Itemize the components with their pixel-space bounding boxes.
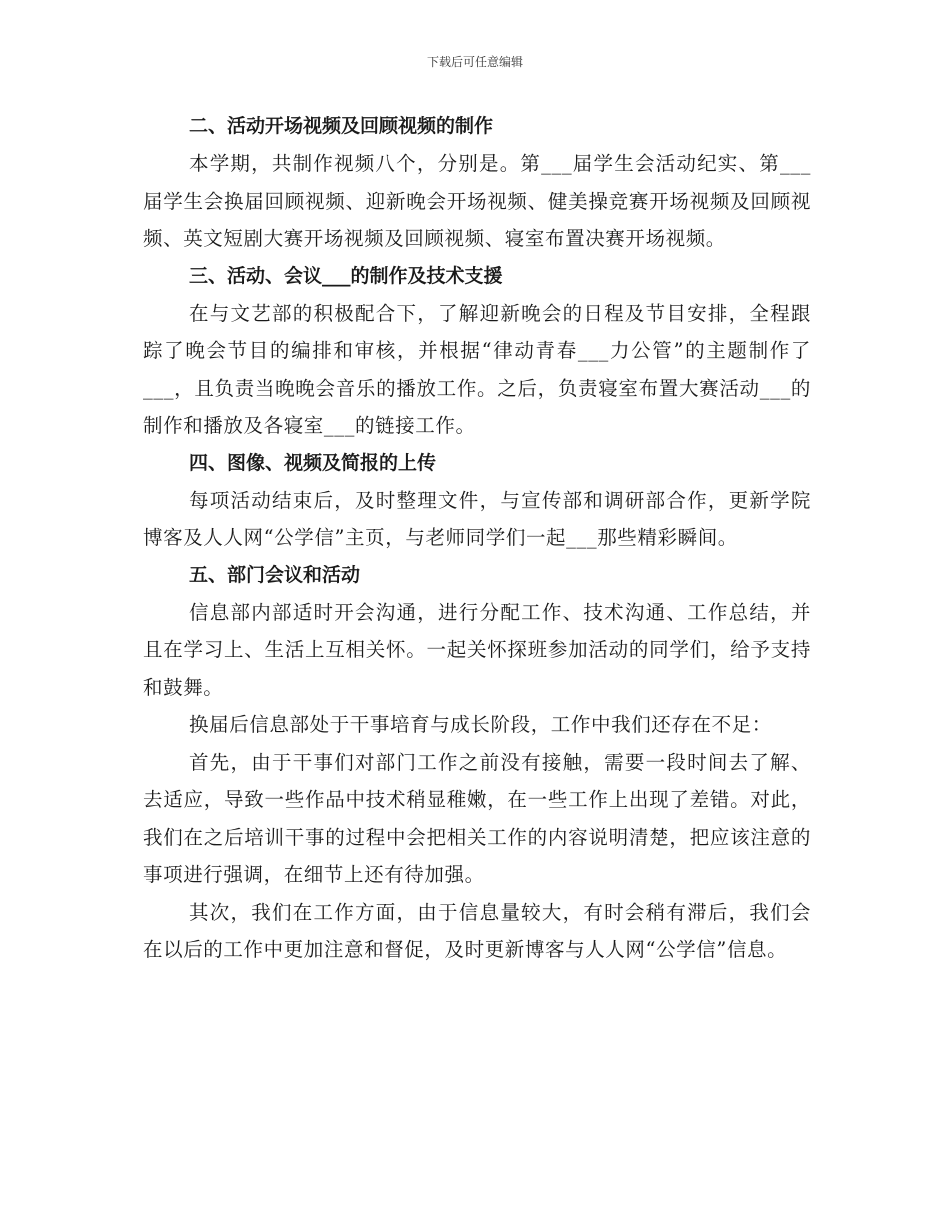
- paragraph-second: 其次，我们在工作方面，由于信息量较大，有时会稍有滞后，我们会在以后的工作中更加注意和督促，及时更新博客与人人网“公学信”信息。: [143, 900, 811, 961]
- paragraph-tech-support: 在与文艺部的积极配合下，了解迎新晚会的日程及节目安排，全程跟踪了晚会节目的编排和审核，并根据“律动青春___力公管”的主题制作了___，且负责当晚晚会音乐的播放工作。之后，负责寝室布置大赛活动___的制作和播放及各寝室___的链接工作。: [143, 301, 811, 437]
- paragraph-shortcomings-intro: 换届后信息部处于干事培育与成长阶段，工作中我们还存在不足：: [189, 713, 772, 736]
- section-heading-2: 二、活动开场视频及回顾视频的制作: [189, 115, 494, 137]
- document-body: [143, 108, 811, 969]
- paragraph-meetings: 信息部内部适时开会沟通，进行分配工作、技术沟通、工作总结，并且在学习上、生活上互相关怀。一起关怀探班参加活动的同学们，给予支持和鼓舞。: [143, 600, 811, 699]
- paragraph-videos: 本学期，共制作视频八个，分别是。第___届学生会活动纪实、第___届学生会换届回顾视频、迎新晚会开场视频、健美操竞赛开场视频及回顾视频、英文短剧大赛开场视频及回顾视频、寝室布置决赛开场视频。: [143, 152, 811, 250]
- paragraph-first: 首先，由于干事们对部门工作之前没有接触，需要一段时间去了解、去适应，导致一些作品中技术稍显稚嫩，在一些工作上出现了差错。对此，我们在之后培训干事的过程中会把相关工作的内容说明清楚，把应该注意的事项进行强调，在细节上还有待加强。: [143, 750, 811, 886]
- section-heading-3: 三、活动、会议___的制作及技术支援: [189, 264, 503, 287]
- paragraph-upload: 每项活动结束后，及时整理文件，与宣传部和调研部合作，更新学院博客及人人网“公学信”主页，与老师同学们一起___那些精彩瞬间。: [143, 488, 811, 549]
- section-heading-4: 四、图像、视频及简报的上传: [189, 451, 437, 474]
- section-heading-5: 五、部门会议和活动: [189, 563, 361, 586]
- page-header: 下载后可任意编辑: [426, 55, 523, 69]
